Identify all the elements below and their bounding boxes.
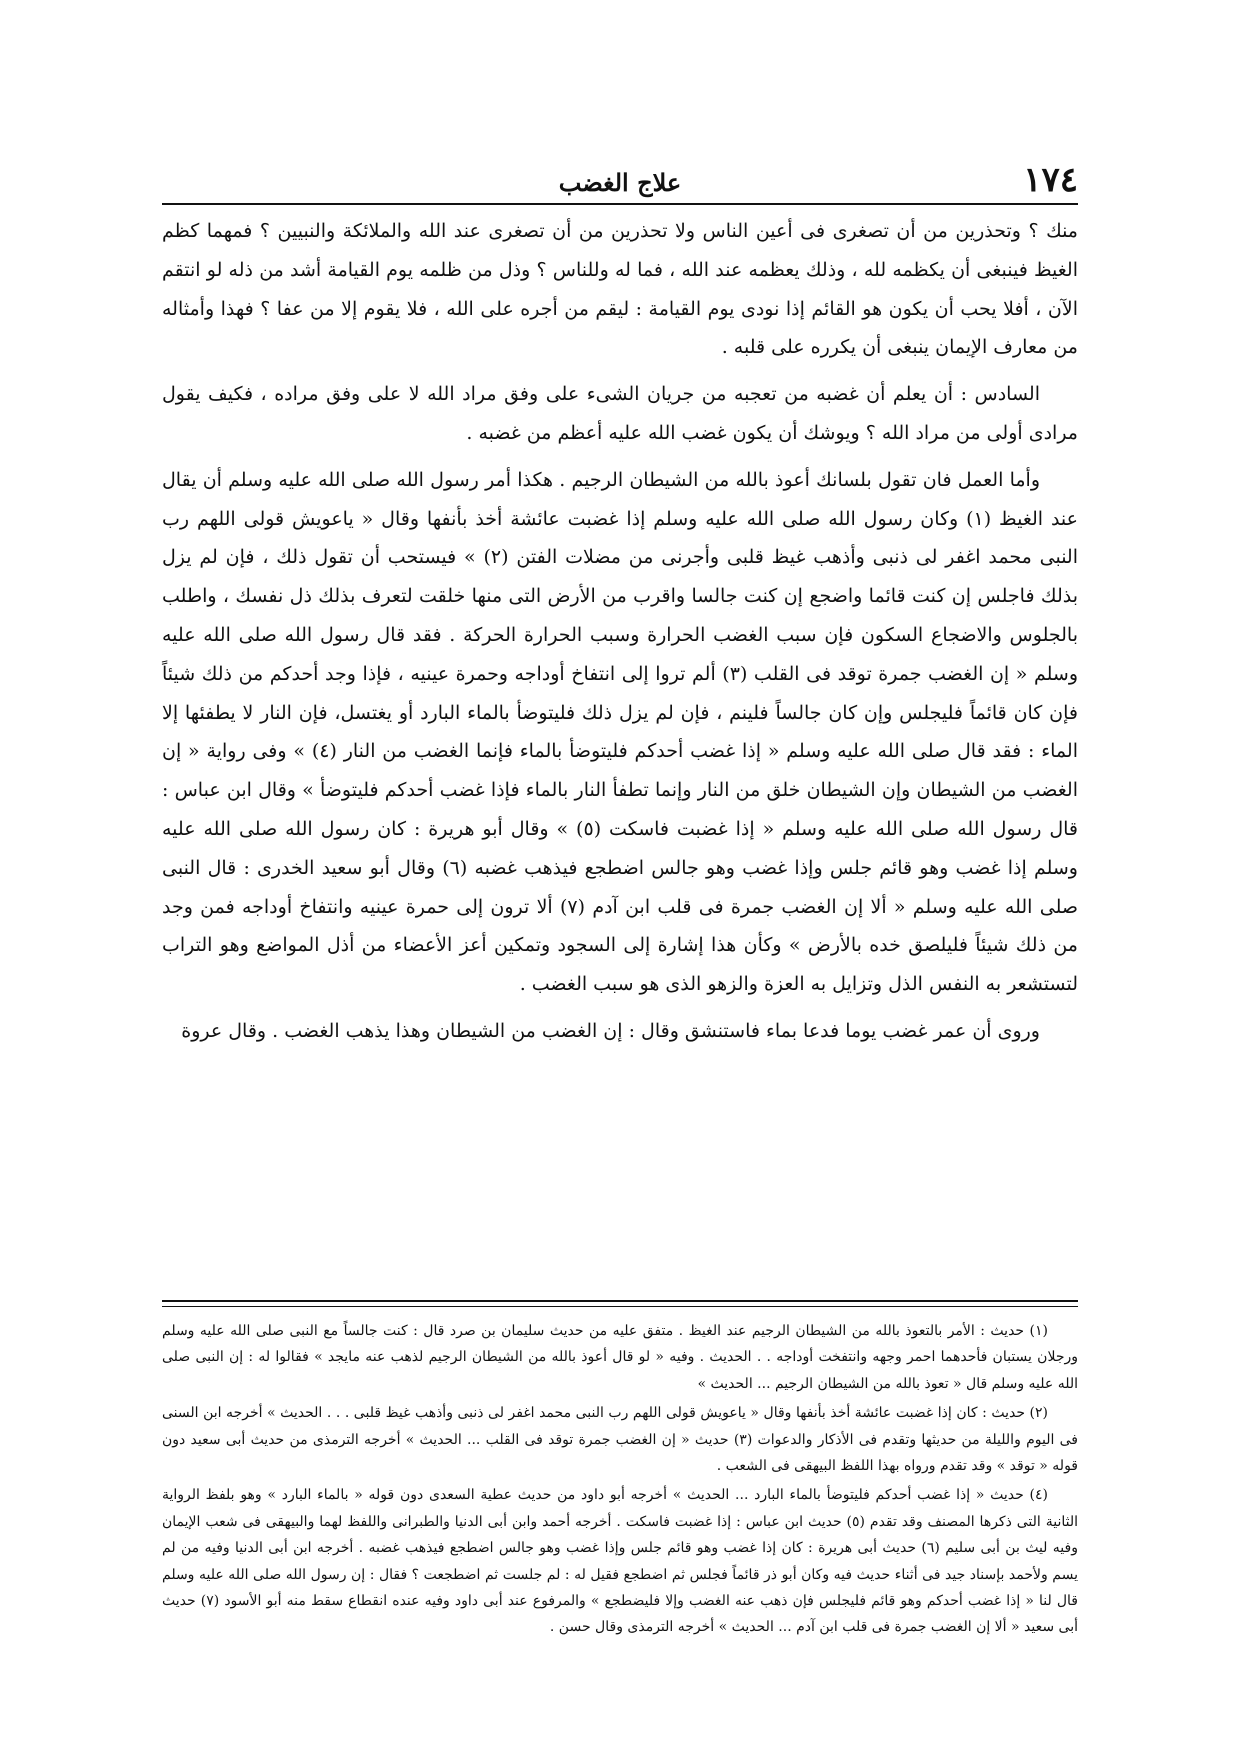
footnote: (٤) حديث « إذا غضب أحدكم فليتوضأ بالماء البارد ... الحديث » أخرجه أبو داود من حديث عطية السعدى دون قوله « بالماء البارد » وهو بلفظ الرواية الثانية التى ذكرها المصنف وقد تقدم (٥) حديث ابن عباس : إذا غضبت فاسكت . أخرجه أحمد وابن أبى الدنيا والطبرانى واللفظ لهما والبيهقى فى شعب الإيمان وفيه ليث بن أبى سليم (٦) حديث أبى هريرة : كان إذا غضب وهو قائم جلس وإذا غضب وهو جالس اضطجع فيذهب غضبه . أخرجه ابن أبى الدنيا وفيه من لم يسم ولأحمد بإسناد جيد فى أثناء حديث فيه وكان أبو ذر قائماً فجلس ثم اضطجع فقيل له : لم جلست ثم اضطجعت ؟ فقال : إن رسول الله صلى الله عليه وسلم قال لنا « إذا غضب أحدكم وهو قائم فليجلس فإن ذهب عنه الغضب وإلا فليضطجع » والمرفوع عند أبى داود وفيه عنده انقطاع سقط منه أبو الأسود (٧) حديث أبى سعيد « ألا إن الغضب جمرة فى قلب ابن آدم ... الحديث » أخرجه الترمذى وقال حسن . [162, 1487, 1078, 1636]
footnote-rule [162, 1300, 1078, 1302]
footnotes [162, 1318, 1078, 1644]
paragraph: وأما العمل فان تقول بلسانك أعوذ بالله من الشيطان الرجيم . هكذا أمر رسول الله صلى الله عليه وسلم أن يقال عند الغيظ (١) وكان رسول الله صلى الله عليه وسلم إذا غضبت عائشة أخذ بأنفها وقال « ياعويش قولى اللهم رب النبى محمد اغفر لى ذنبى وأذهب غيظ قلبى وأجرنى من مضلات الفتن (٢) » فيستحب أن تقول ذلك ، فإن لم يزل بذلك فاجلس إن كنت قائما واضجع إن كنت جالسا واقرب من الأرض التى منها خلقت لتعرف بذلك ذل نفسك ، واطلب بالجلوس والاضجاع السكون فإن سبب الغضب الحرارة وسبب الحرارة الحركة . فقد قال رسول الله صلى الله عليه وسلم « إن الغضب جمرة توقد فى القلب (٣) ألم تروا إلى انتفاخ أوداجه وحمرة عينيه ، فإذا وجد أحدكم من ذلك شيئاً فإن كان قائماً فليجلس وإن كان جالساً فلينم ، فإن لم يزل ذلك فليتوضأ بالماء البارد أو يغتسل، فإن النار لا يطفئها إلا الماء : فقد قال صلى الله عليه وسلم « إذا غضب أحدكم فليتوضأ بالماء فإنما الغضب من النار (٤) » وفى رواية « إن الغضب من الشيطان وإن الشيطان خلق من النار وإنما تطفأ النار بالماء فإذا غضب أحدكم فليتوضأ » وقال ابن عباس : قال رسول الله صلى الله عليه وسلم « إذا غضبت فاسكت (٥) » وقال أبو هريرة : كان رسول الله صلى الله عليه وسلم إذا غضب وهو قائم جلس وإذا غضب وهو جالس اضطجع فيذهب غضبه (٦) وقال أبو سعيد الخدرى : قال النبى صلى الله عليه وسلم « ألا إن الغضب جمرة فى قلب ابن آدم (٧) ألا ترون إلى حمرة عينيه وانتفاخ أوداجه فمن وجد من ذلك شيئاً فليلصق خده بالأرض » وكأن هذا إشارة إلى السجود وتمكين أعز الأعضاء من أذل المواضع وهو التراب لتستشعر به النفس الذل وتزايل به العزة والزهو الذى هو سبب الغضب . [162, 468, 1078, 996]
paragraph: وروى أن عمر غضب يوما فدعا بماء فاستنشق وقال : إن الغضب من الشيطان وهذا يذهب الغضب . وقال عروة [181, 1019, 1040, 1042]
footnote: (١) حديث : الأمر بالتعوذ بالله من الشيطان الرجيم عند الغيظ . متفق عليه من حديث سليمان بن صرد قال : كنت جالساً مع النبى صلى الله عليه وسلم ورجلان يستبان فأحدهما احمر وجهه وانتفخت أوداجه . . الحديث . وفيه « لو قال أعوذ بالله من الشيطان الرجيم لذهب عنه مايجد » فقالوا له : إن النبى صلى الله عليه وسلم قال « تعوذ بالله من الشيطان الرجيم ... الحديث » [162, 1323, 1078, 1392]
main-text [162, 212, 1078, 1059]
header-rule [162, 203, 1078, 205]
page-number: ١٧٤ [1023, 160, 1078, 200]
page-header [162, 160, 1078, 200]
footnote: (٢) حديث : كان إذا غضبت عائشة أخذ بأنفها وقال « ياعويش قولى اللهم رب النبى محمد اغفر لى ذنبى وأذهب غيظ قلبى . . . الحديث » أخرجه ابن السنى فى اليوم والليلة من حديثها وتقدم فى الأذكار والدعوات (٣) حديث « إن الغضب جمرة توقد فى القلب ... الحديث » أخرجه الترمذى من حديث أبى سعيد دون قوله « توقد » وقد تقدم ورواه بهذا اللفظ البيهقى فى الشعب . [162, 1405, 1078, 1475]
running-title: علاج الغضب [558, 168, 682, 197]
footnote-rule-thin [162, 1306, 1078, 1307]
paragraph: السادس : أن يعلم أن غضبه من تعجبه من جريان الشىء على وفق مراد الله لا على وفق مراده ، فكيف يقول مرادى أولى من مراد الله ؟ ويوشك أن يكون غضب الله عليه أعظم من غضبه . [162, 383, 1078, 444]
paragraph: منك ؟ وتحذرين من أن تصغرى فى أعين الناس ولا تحذرين من أن تصغرى عند الله والملائكة والنبيين ؟ فمهما كظم الغيظ فينبغى أن يكظمه لله ، وذلك يعظمه عند الله ، فما له وللناس ؟ وذل من ظلمه يوم القيامة أشد من ذله لو انتقم الآن ، أفلا يحب أن يكون هو القائم إذا نودى يوم القيامة : ليقم من أجره على الله ، فلا يقوم إلا من عفا ؟ فهذا وأمثاله من معارف الإيمان ينبغى أن يكرره على قلبه . [162, 220, 1078, 359]
